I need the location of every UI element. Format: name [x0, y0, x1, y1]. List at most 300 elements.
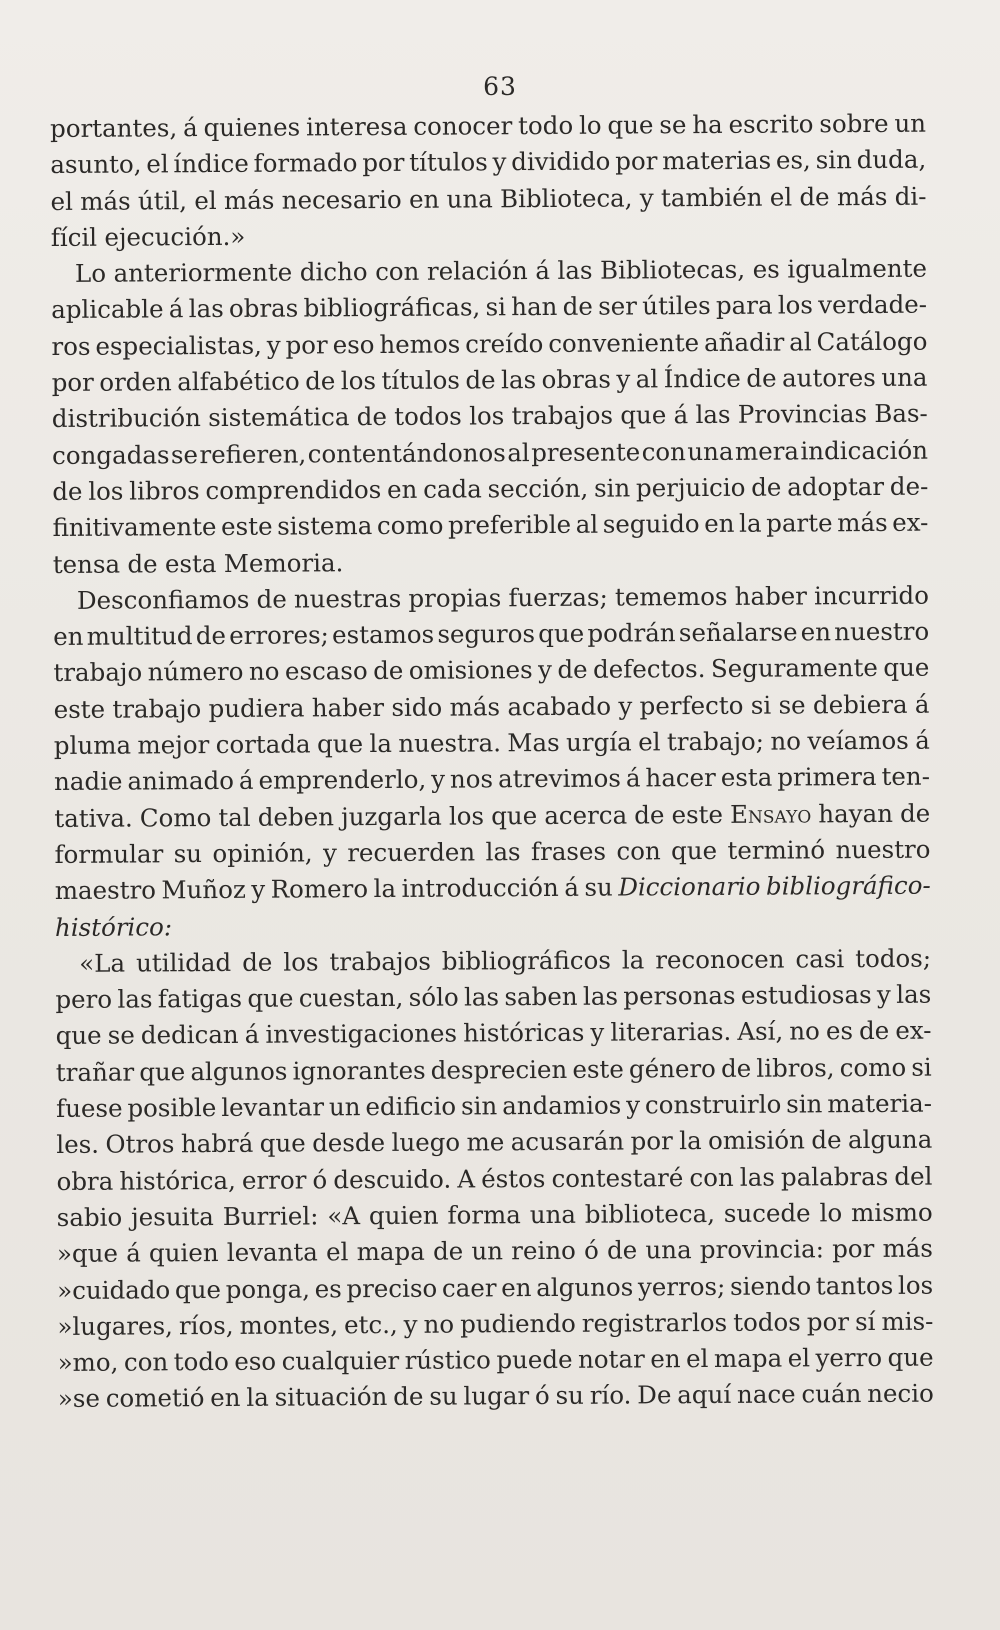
word: siendo: [729, 1270, 812, 1301]
text-line: [53, 614, 929, 656]
word: las: [463, 982, 500, 1012]
word: saben: [504, 981, 578, 1012]
word: los: [448, 801, 485, 831]
word: yerro: [815, 1343, 883, 1373]
word: si: [485, 292, 507, 322]
word: con: [689, 1162, 734, 1192]
word: asunto,: [50, 149, 142, 180]
word: como: [839, 1052, 907, 1082]
text-line: [57, 1303, 933, 1345]
word: sin: [786, 1089, 823, 1119]
word: hemos: [379, 329, 461, 359]
word: utilidad: [135, 947, 232, 978]
word: omisiones: [408, 655, 533, 686]
word: me: [466, 1127, 505, 1157]
word: primera: [777, 762, 877, 792]
word: hayan: [818, 798, 894, 828]
word: las: [695, 400, 731, 430]
word: las: [501, 365, 537, 395]
word: estamos: [332, 619, 435, 650]
word: seguros: [437, 619, 536, 649]
word: que: [883, 653, 930, 683]
word: á: [182, 113, 198, 143]
word: las: [582, 981, 619, 1011]
word: Memoria.: [223, 547, 344, 578]
word: notar: [577, 1344, 645, 1374]
word: sucede: [723, 1198, 811, 1228]
word: los: [88, 476, 124, 506]
word: á: [535, 256, 551, 286]
word: si: [750, 690, 772, 720]
word: y: [616, 364, 631, 394]
word: las: [485, 837, 521, 867]
word: de: [195, 621, 227, 651]
word: andamios: [502, 1090, 622, 1121]
word: por: [806, 1306, 850, 1337]
word: más: [80, 186, 131, 216]
word: lo: [819, 1198, 843, 1228]
word: reconocen: [655, 944, 785, 975]
word: en: [210, 1383, 241, 1413]
word: el: [325, 1237, 349, 1267]
word: útil,: [137, 185, 188, 216]
word: seguido: [602, 509, 700, 539]
word: »lugares,: [57, 1311, 173, 1341]
word: nos: [449, 764, 494, 794]
word: les.: [56, 1130, 100, 1160]
word: pluma: [53, 730, 132, 761]
word: etc.,: [343, 1309, 398, 1340]
text-line: [55, 904, 931, 946]
word: animado: [127, 766, 235, 796]
word: de: [562, 292, 593, 322]
word: Seguramente: [710, 653, 878, 684]
word: de: [858, 1016, 890, 1046]
word: formado: [253, 148, 358, 179]
word: número: [147, 657, 244, 687]
word: indicación: [800, 435, 929, 466]
word: á: [915, 725, 930, 755]
word: caer: [441, 1272, 497, 1303]
word: sólo: [408, 982, 459, 1012]
word: biblioteca,: [584, 1198, 716, 1229]
word: nadie: [54, 766, 123, 797]
word: mapa: [356, 1236, 425, 1267]
word: mera: [734, 436, 800, 466]
word: de-: [889, 471, 929, 501]
word: á: [168, 294, 184, 324]
word: de: [465, 365, 496, 395]
word: á: [625, 763, 641, 793]
word: su: [555, 1381, 585, 1411]
word: y: [322, 838, 337, 868]
word: mis-: [881, 1306, 934, 1336]
word: este: [221, 511, 273, 542]
word: que: [316, 729, 364, 759]
word: finitivamente: [52, 512, 217, 543]
word: al: [507, 437, 530, 467]
word: que: [259, 1128, 306, 1159]
word: preferible: [447, 510, 572, 540]
word: esta: [164, 548, 217, 578]
word: que: [491, 800, 538, 830]
word: nuestra.: [398, 728, 502, 758]
word: edificio: [365, 1091, 457, 1122]
word: dedican: [140, 1020, 239, 1050]
word: los: [340, 366, 377, 396]
word: «La: [79, 948, 126, 978]
word: Romero: [270, 874, 369, 904]
word: alfabético: [177, 366, 300, 397]
word: cometió: [105, 1383, 205, 1414]
word: en: [53, 621, 84, 652]
word: tememos: [614, 581, 728, 612]
word: Provincias: [737, 399, 868, 430]
word: de: [899, 798, 931, 828]
word: es: [752, 254, 780, 284]
word: Burriel:: [222, 1201, 319, 1231]
word: en: [408, 184, 440, 214]
word: y: [492, 147, 507, 177]
word: luego: [391, 1127, 461, 1158]
word: situación: [274, 1382, 388, 1413]
word: este: [572, 1054, 624, 1084]
word: sí: [854, 1306, 876, 1336]
word: que: [174, 1274, 222, 1304]
word: ó: [583, 1235, 599, 1265]
word: y: [876, 980, 891, 1010]
word: todos: [733, 1307, 801, 1337]
word: el: [146, 149, 169, 179]
text-line: [56, 1086, 932, 1128]
word: que: [887, 1342, 934, 1373]
word: la: [369, 728, 393, 759]
word: género: [628, 1053, 716, 1084]
word: rústico: [404, 1345, 491, 1375]
word: y: [403, 1309, 418, 1339]
word: por: [615, 146, 658, 176]
word: el: [50, 186, 73, 216]
word: escrito: [728, 109, 814, 139]
word: Muñoz: [161, 875, 246, 905]
word: el: [787, 1343, 811, 1373]
text-line: [53, 650, 929, 692]
word: ignorantes: [292, 1055, 426, 1086]
word: que: [139, 1056, 186, 1087]
word: posible: [127, 1093, 217, 1123]
word: no: [770, 726, 802, 756]
word: relación: [426, 256, 528, 286]
text-line: [50, 106, 926, 148]
word: incurrido: [813, 580, 929, 611]
word: por: [832, 1234, 875, 1264]
word: errores;: [229, 620, 329, 651]
word: á: [673, 400, 689, 430]
word: al: [575, 509, 599, 540]
page-number: 63: [483, 72, 517, 101]
word: estudiosas: [740, 980, 872, 1010]
word: formular: [54, 839, 164, 869]
word: veíamos: [807, 725, 909, 756]
word: añadir: [703, 327, 785, 357]
word: de: [720, 1053, 752, 1083]
word: conocer: [413, 111, 513, 141]
word: presente: [531, 437, 641, 467]
word: es,: [775, 145, 811, 175]
word: es: [314, 1273, 342, 1303]
word: eso: [234, 1346, 277, 1376]
word: trañar: [55, 1057, 135, 1087]
word: de: [356, 402, 388, 432]
word: Lo: [74, 258, 107, 289]
word: adoptar: [787, 471, 885, 502]
word: A: [457, 1164, 476, 1194]
word: di-: [894, 181, 927, 211]
word: Así,: [737, 1016, 784, 1047]
word: su: [429, 1381, 458, 1412]
word: cuán: [801, 1379, 862, 1409]
word: acerca: [544, 800, 628, 830]
word: pudiera: [208, 693, 305, 723]
word: ex-: [892, 507, 929, 538]
word: error: [241, 1165, 307, 1195]
word: tativa.: [54, 803, 133, 833]
word: con: [123, 1347, 169, 1377]
text-line: [54, 795, 930, 837]
word: literarias.: [610, 1017, 732, 1048]
word: del: [894, 1161, 933, 1191]
word: por: [630, 1126, 673, 1156]
word: perjuicio: [635, 472, 746, 503]
word: á: [914, 689, 930, 719]
text-line: [55, 940, 931, 982]
word: no: [789, 1016, 820, 1046]
word: trabajo;: [666, 726, 765, 757]
word: que: [671, 835, 718, 866]
word: cada: [423, 474, 482, 504]
word: sección,: [487, 473, 589, 504]
word: nuestras: [293, 583, 402, 614]
word: históricas: [463, 1018, 585, 1048]
word: por: [285, 330, 328, 360]
word: fuese: [56, 1093, 123, 1123]
text-line: [58, 1340, 934, 1382]
word: haber: [734, 581, 808, 611]
word: tal: [218, 802, 251, 832]
text-line: [55, 977, 931, 1019]
word: no: [423, 1309, 455, 1339]
word: bibliográficos: [441, 945, 611, 976]
word: sin: [593, 473, 631, 503]
word: multitud: [86, 621, 193, 651]
word: nuestro: [834, 616, 930, 647]
word: y: [639, 182, 654, 212]
word: de: [127, 548, 158, 579]
word: nuestro: [835, 834, 931, 865]
word: refieren,: [199, 439, 307, 469]
word: sabio: [56, 1202, 123, 1232]
word: acabado: [507, 691, 612, 721]
word: personas: [623, 980, 736, 1011]
word: y: [590, 1018, 605, 1048]
word: trabajo: [53, 657, 143, 688]
word: trabajos: [511, 400, 614, 431]
word: hacer: [645, 763, 716, 793]
word: este: [671, 799, 724, 829]
word: la: [679, 1126, 702, 1156]
word: Bas-: [874, 399, 928, 429]
word: todo: [173, 1347, 229, 1377]
word: cortada: [215, 729, 311, 760]
word: las: [117, 984, 153, 1014]
word: escaso: [284, 656, 368, 687]
word: libros: [129, 476, 200, 506]
word: mejor: [137, 730, 210, 760]
word: debiera: [812, 689, 908, 720]
text-line: [50, 142, 926, 184]
word: sin: [815, 145, 852, 175]
word: materias: [662, 145, 772, 176]
word: la: [373, 874, 397, 904]
word: urgía: [566, 727, 632, 757]
text-line: [56, 1158, 932, 1200]
word: una: [645, 1235, 692, 1265]
word: se: [170, 439, 199, 469]
word: anteriormente: [113, 257, 293, 288]
word: más: [837, 508, 888, 538]
word: la: [739, 508, 762, 539]
word: »cuidado: [57, 1274, 171, 1305]
word: de: [799, 181, 830, 212]
word: que: [55, 1021, 102, 1051]
word: sobre: [819, 108, 889, 139]
text-line: [56, 1122, 932, 1164]
word: »que: [56, 1238, 119, 1269]
text-line: [57, 1195, 933, 1237]
word: su: [173, 839, 203, 869]
word: río.: [589, 1380, 632, 1411]
word: se: [107, 1020, 135, 1051]
text-line: [54, 832, 930, 874]
word: un: [328, 1092, 361, 1122]
word: las: [896, 979, 932, 1009]
word: más: [449, 692, 501, 722]
word: y: [626, 1090, 641, 1120]
word: opinión,: [212, 838, 313, 868]
word: más: [223, 185, 275, 215]
word: pudiendo: [460, 1308, 576, 1339]
word: eso: [332, 329, 375, 360]
word: ponga,: [225, 1273, 311, 1304]
body-text: [50, 106, 934, 1418]
word: Diccionario: [618, 871, 761, 902]
word: de: [242, 947, 273, 977]
word: los: [283, 947, 319, 977]
text-line: [57, 1267, 933, 1309]
word: sistema: [277, 511, 373, 541]
word: De: [637, 1380, 672, 1410]
word: pero: [55, 984, 113, 1015]
word: cualquier: [281, 1345, 400, 1376]
word: títulos: [409, 147, 488, 178]
text-line: [53, 541, 929, 583]
word: investigaciones: [265, 1018, 458, 1050]
word: con: [641, 436, 687, 467]
word: señalarse: [678, 617, 798, 648]
word: Mas: [507, 727, 560, 758]
word: todos: [394, 401, 462, 432]
word: sido: [391, 692, 443, 722]
word: útiles: [642, 291, 711, 321]
word: más: [836, 181, 888, 211]
word: forma: [447, 1200, 521, 1230]
word: autores: [781, 363, 876, 393]
word: defectos.: [592, 654, 706, 685]
word: perfecto: [639, 690, 744, 721]
word: aplicable: [51, 294, 164, 325]
word: duda,: [856, 144, 927, 175]
word: quien: [368, 1200, 439, 1230]
text-line: [54, 759, 930, 801]
word: desde: [312, 1128, 386, 1158]
word: habrá: [180, 1129, 254, 1159]
word: interesa: [305, 111, 408, 142]
word: Biblioteca,: [500, 183, 633, 213]
word: verdade-: [818, 290, 928, 320]
word: histórica,: [119, 1165, 236, 1196]
word: por: [51, 367, 94, 398]
word: obras: [541, 364, 612, 395]
word: á: [126, 1238, 141, 1268]
word: á: [238, 766, 254, 796]
word: fuerzas;: [508, 582, 608, 613]
word: haber: [311, 692, 385, 723]
word: propias: [408, 583, 502, 613]
word: trabajos: [329, 946, 431, 977]
word: trabajo: [112, 693, 202, 724]
word: jesuita: [131, 1201, 214, 1232]
word: tensa: [52, 549, 121, 579]
word: levantar: [221, 1092, 325, 1122]
word: para: [715, 291, 773, 321]
word: todos;: [855, 943, 932, 973]
word: algunos: [536, 1271, 634, 1302]
text-line: [52, 360, 928, 402]
word: que: [620, 400, 667, 430]
word: de: [52, 476, 83, 506]
word: sin: [460, 1091, 498, 1121]
word: y: [538, 655, 553, 685]
word: contestaré: [551, 1162, 684, 1193]
word: parte: [766, 508, 833, 538]
word: títulos: [381, 365, 461, 396]
word: de: [373, 656, 404, 686]
word: podrán: [587, 618, 676, 648]
word: el: [769, 182, 793, 212]
word: á: [244, 1020, 260, 1050]
word: también: [660, 182, 763, 212]
word: dividido: [511, 146, 611, 177]
word: ríos,: [178, 1310, 234, 1341]
word: que: [607, 110, 654, 140]
word: que: [247, 983, 294, 1013]
word: maestro: [54, 875, 157, 906]
word: juzgarla: [340, 801, 442, 831]
word: necio: [867, 1379, 934, 1409]
text-line: [51, 251, 927, 293]
word: de: [557, 655, 588, 685]
word: libros,: [756, 1052, 835, 1083]
